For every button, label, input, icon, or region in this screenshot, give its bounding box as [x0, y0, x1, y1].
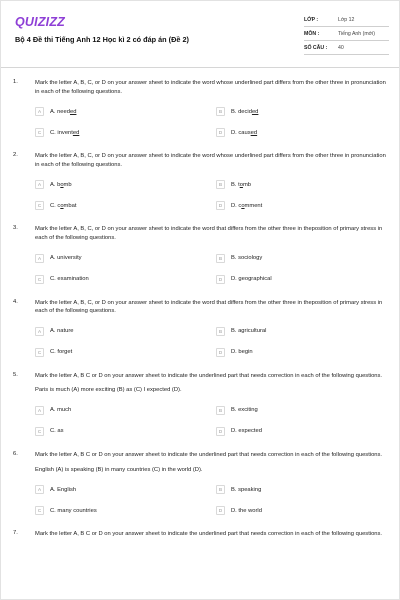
- answer-option-c[interactable]: [35, 505, 216, 516]
- option-underlined-part: o: [60, 181, 64, 188]
- option-letter-box[interactable]: B: [216, 406, 225, 415]
- answer-option-b[interactable]: [216, 253, 366, 264]
- answer-option-a[interactable]: [35, 179, 216, 190]
- question-list: [1, 79, 400, 553]
- option-text: [50, 255, 82, 261]
- option-text: [50, 349, 72, 355]
- option-text: [50, 407, 71, 413]
- question-number: 2.: [13, 152, 18, 159]
- option-letter-box[interactable]: C: [35, 128, 44, 137]
- option-text-suffix: mb: [242, 181, 251, 188]
- option-text: [50, 328, 74, 334]
- question-item: [1, 451, 400, 516]
- option-text-prefix: D. expected: [231, 428, 262, 435]
- option-text-prefix: B. exciting: [231, 407, 258, 414]
- question-text: Mark the letter A, B, C, or D on your answer sheet to indicate the word whose underlined part differs from the other three in pronunciation in each of the following questions.: [35, 153, 386, 168]
- answer-option-b[interactable]: [216, 106, 366, 117]
- option-text-prefix: B. t: [231, 181, 240, 188]
- option-text: [231, 349, 253, 355]
- option-letter-box[interactable]: C: [35, 427, 44, 436]
- option-letter-box[interactable]: C: [35, 348, 44, 357]
- option-text-prefix: A. much: [50, 407, 72, 414]
- option-text: [231, 508, 262, 514]
- option-text-prefix: A. English: [50, 486, 77, 493]
- answer-option-a[interactable]: [35, 484, 216, 495]
- question-item: [1, 152, 400, 211]
- option-letter-box[interactable]: A: [35, 180, 44, 189]
- option-text-prefix: C. invent: [50, 129, 73, 136]
- option-text-prefix: D. c: [231, 202, 242, 209]
- option-text-suffix: mment: [244, 202, 263, 209]
- option-letter-box[interactable]: B: [216, 327, 225, 336]
- meta-row-class: [304, 13, 389, 27]
- option-letter-box[interactable]: B: [216, 107, 225, 116]
- option-text-prefix: C. as: [50, 428, 64, 435]
- option-text-prefix: B. sociology: [231, 255, 263, 262]
- meta-key: LỚP :: [304, 16, 319, 23]
- question-text: Mark the letter A, B C or D on your answer sheet to indicate the underlined part that needs correction in each of the following questions.: [35, 451, 383, 458]
- option-text: [50, 487, 76, 493]
- option-text: [50, 109, 76, 115]
- option-text: [231, 130, 257, 136]
- option-text: [231, 276, 272, 282]
- option-underlined-part: ed: [250, 129, 258, 136]
- meta-value: 40: [338, 44, 344, 51]
- meta-value: Lớp 12: [338, 16, 355, 23]
- answer-options: [35, 326, 391, 358]
- option-letter-box[interactable]: D: [216, 506, 225, 515]
- option-underlined-part: ed: [69, 108, 77, 115]
- option-letter-box[interactable]: D: [216, 275, 225, 284]
- question-stem: Paris is much (A) more exciting (B) as (C) I expected (D).: [35, 387, 182, 394]
- option-text: [50, 182, 72, 188]
- question-number: 5.: [13, 371, 18, 378]
- question-number: 7.: [13, 530, 18, 537]
- question-item: [1, 225, 400, 284]
- option-text-prefix: B. speaking: [231, 486, 262, 493]
- option-text: [231, 328, 266, 334]
- answer-option-d[interactable]: [216, 127, 366, 138]
- answer-option-d[interactable]: [216, 505, 366, 516]
- answer-option-d[interactable]: [216, 347, 366, 358]
- answer-option-d[interactable]: [216, 274, 366, 285]
- option-letter-box[interactable]: C: [35, 506, 44, 515]
- option-text-prefix: A. university: [50, 255, 82, 262]
- question-item: [1, 79, 400, 138]
- question-number: 6.: [13, 450, 18, 457]
- option-text-prefix: B. decid: [231, 108, 252, 115]
- option-text: [231, 255, 262, 261]
- question-stem: English (A) is speaking (B) in many countries (C) in the world (D).: [35, 466, 203, 473]
- answer-option-a[interactable]: [35, 106, 216, 117]
- option-text-prefix: D. the world: [231, 507, 262, 514]
- option-text: [231, 203, 262, 209]
- option-text-prefix: D. begin: [231, 349, 253, 356]
- answer-option-b[interactable]: [216, 326, 366, 337]
- option-text: [50, 203, 76, 209]
- option-text: [50, 276, 89, 282]
- option-letter-box[interactable]: D: [216, 348, 225, 357]
- option-underlined-part: ed: [251, 108, 259, 115]
- answer-option-c[interactable]: [35, 426, 216, 437]
- question-item: [1, 372, 400, 437]
- question-text: Mark the letter A, B, C, or D on your answer sheet to indicate the word that differs from the other three in theposition of primary stress in each of the following questions.: [35, 226, 383, 241]
- option-underlined-part: o: [60, 202, 64, 209]
- option-letter-box[interactable]: B: [216, 180, 225, 189]
- option-underlined-part: o: [241, 202, 245, 209]
- meta-value: Tiếng Anh (mới): [338, 30, 375, 37]
- answer-option-c[interactable]: [35, 274, 216, 285]
- option-text-prefix: C. c: [50, 202, 61, 209]
- option-text: [231, 487, 261, 493]
- option-letter-box[interactable]: C: [35, 201, 44, 210]
- option-text: [50, 508, 97, 514]
- option-text-prefix: A. nature: [50, 328, 74, 335]
- answer-option-a[interactable]: [35, 326, 216, 337]
- option-text-suffix: mbat: [63, 202, 77, 209]
- option-text: [231, 428, 262, 434]
- option-letter-box[interactable]: C: [35, 275, 44, 284]
- option-text-prefix: C. many countries: [50, 507, 97, 514]
- question-text: Mark the letter A, B, C, or D on your answer sheet to indicate the word whose underlined part differs from the other three in pronunciation in each of the following questions.: [35, 80, 386, 95]
- worksheet-meta: [304, 13, 389, 55]
- answer-options: [35, 179, 391, 211]
- question-item: [1, 299, 400, 358]
- option-letter-box[interactable]: B: [216, 254, 225, 263]
- question-number: 3.: [13, 225, 18, 232]
- answer-options: [35, 106, 391, 138]
- question-number: 1.: [13, 79, 18, 85]
- answer-option-a[interactable]: [35, 405, 216, 416]
- answer-option-d[interactable]: [216, 426, 366, 437]
- option-text-prefix: A. need: [50, 108, 70, 115]
- answer-option-c[interactable]: [35, 127, 216, 138]
- option-text: [231, 182, 251, 188]
- answer-option-b[interactable]: [216, 484, 366, 495]
- option-text-prefix: B. agricultural: [231, 328, 267, 335]
- meta-row-subject: [304, 27, 389, 41]
- answer-options: [35, 484, 391, 516]
- option-letter-box[interactable]: B: [216, 485, 225, 494]
- option-text-prefix: C. examination: [50, 276, 89, 283]
- question-text: Mark the letter A, B C or D on your answer sheet to indicate the underlined part that needs correction in each of the following questions.: [35, 372, 383, 379]
- option-text: [231, 407, 258, 413]
- answer-option-a[interactable]: [35, 253, 216, 264]
- page-title: Bộ 4 Đề thi Tiếng Anh 12 Học kì 2 có đáp án (Đề 2): [15, 35, 189, 44]
- option-letter-box[interactable]: A: [35, 327, 44, 336]
- answer-options: [35, 253, 391, 285]
- option-letter-box[interactable]: D: [216, 201, 225, 210]
- answer-options: [35, 405, 391, 437]
- option-text: [50, 130, 79, 136]
- option-text: [50, 428, 64, 434]
- answer-option-d[interactable]: [216, 200, 366, 211]
- question-text: Mark the letter A, B, C, or D on your answer sheet to indicate the word that differs from the other three in theposition of primary stress in each of the following questions.: [35, 299, 383, 315]
- question-item: [1, 530, 400, 539]
- answer-option-b[interactable]: [216, 405, 366, 416]
- option-text: [231, 109, 258, 115]
- answer-option-c[interactable]: [35, 347, 216, 358]
- option-text-prefix: A. b: [50, 181, 61, 188]
- option-letter-box[interactable]: A: [35, 485, 44, 494]
- option-underlined-part: o: [239, 181, 243, 188]
- meta-row-question-count: [304, 41, 389, 55]
- meta-key: MÔN :: [304, 30, 320, 37]
- question-text: Mark the letter A, B C or D on your answer sheet to indicate the underlined part that needs correction in each of the following questions.: [35, 531, 383, 538]
- option-text-prefix: D. caus: [231, 129, 251, 136]
- meta-key: SỐ CÂU :: [304, 44, 328, 51]
- option-letter-box[interactable]: A: [35, 406, 44, 415]
- answer-option-b[interactable]: [216, 179, 366, 190]
- question-number: 4.: [13, 298, 18, 305]
- quizizz-logo: QUIZIZZ: [15, 15, 66, 29]
- header-divider: [1, 67, 400, 68]
- option-letter-box[interactable]: A: [35, 254, 44, 263]
- option-letter-box[interactable]: A: [35, 107, 44, 116]
- option-letter-box[interactable]: D: [216, 427, 225, 436]
- answer-option-c[interactable]: [35, 200, 216, 211]
- option-text-prefix: C. forget: [50, 349, 73, 356]
- option-text-suffix: mb: [63, 181, 72, 188]
- option-underlined-part: ed: [72, 129, 80, 136]
- option-letter-box[interactable]: D: [216, 128, 225, 137]
- option-text-prefix: D. geographical: [231, 276, 272, 283]
